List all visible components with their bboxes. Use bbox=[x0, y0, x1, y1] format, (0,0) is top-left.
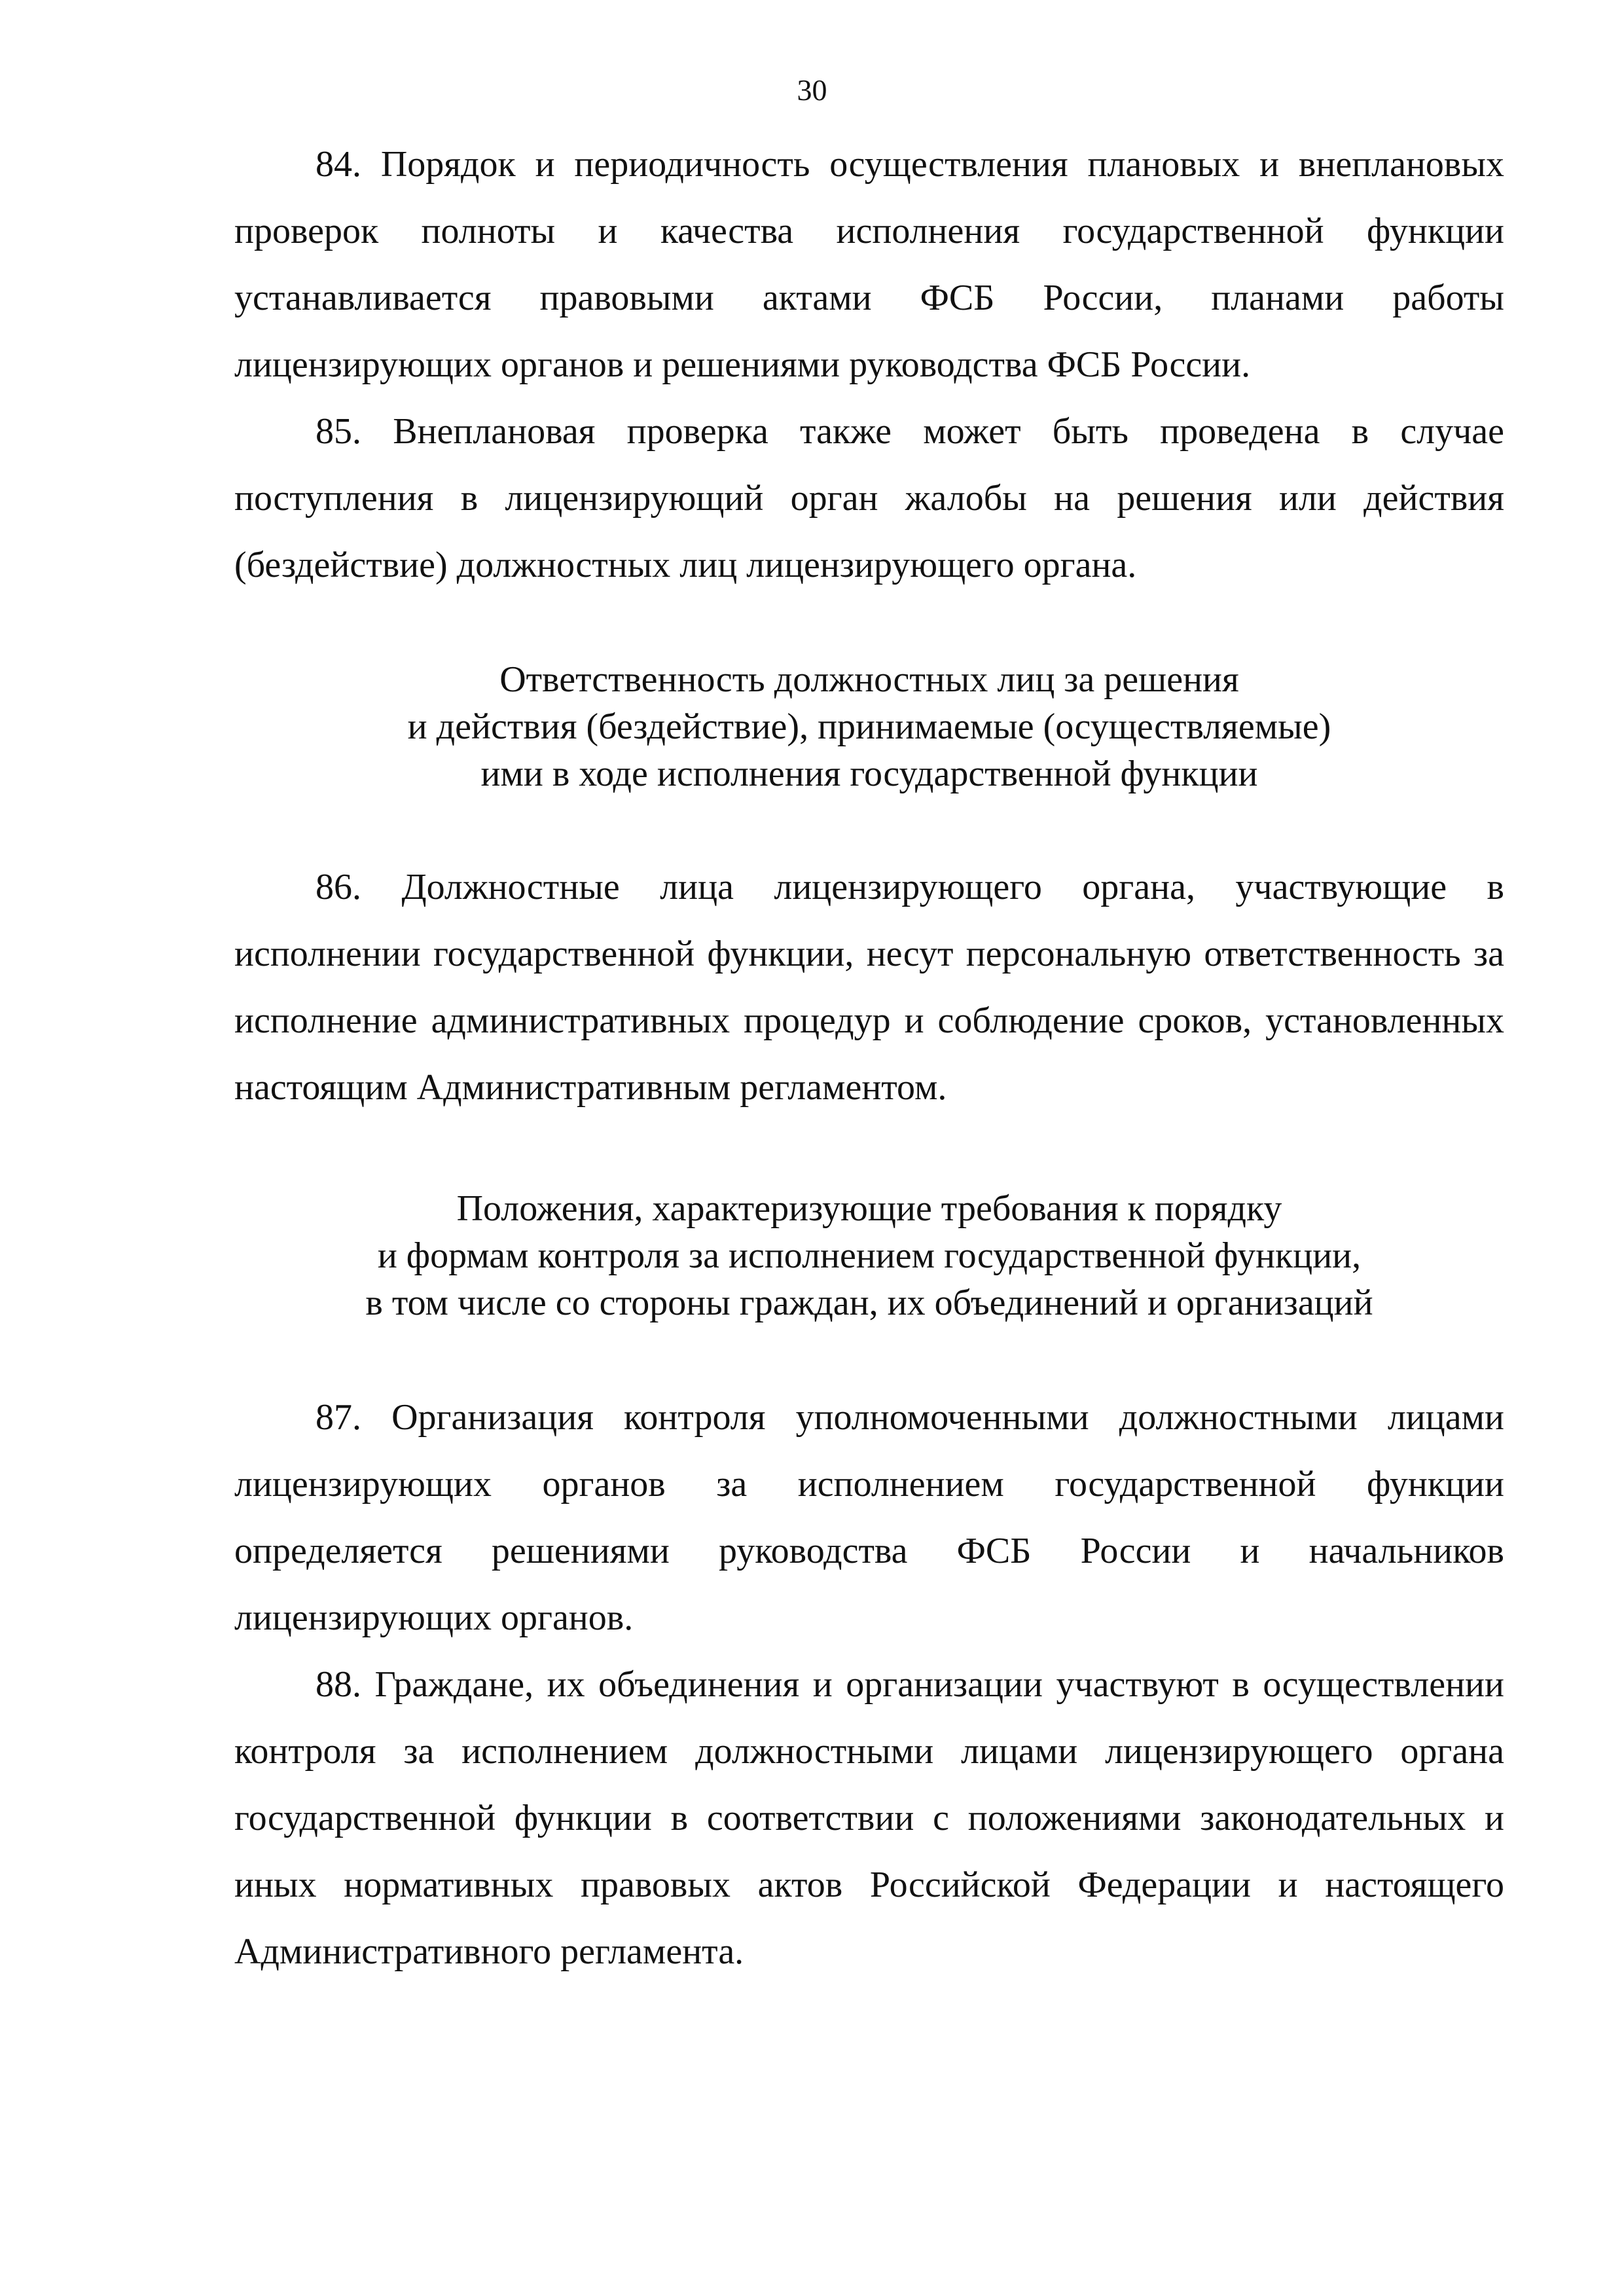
heading-line: Ответственность должностных лиц за решения bbox=[499, 659, 1239, 700]
heading-line: и формам контроля за исполнением государственной функции, bbox=[377, 1235, 1362, 1276]
heading-line: ими в ходе исполнения государственной функции bbox=[480, 754, 1258, 794]
paragraph-84: 84. Порядок и периодичность осуществления плановых и внеплановых проверок полноты и качества исполнения государственной функции устанавливается правовыми актами ФСБ России, планами работы лицензирующих органов и решениями руководства ФСБ России. bbox=[234, 144, 1504, 385]
document-body bbox=[234, 131, 1504, 1985]
paragraph-86: 86. Должностные лица лицензирующего органа, участвующие в исполнении государственной функции, несут персональную ответственность за исполнение административных процедур и соблюдение сроков, установленных настоящим Административным регламентом. bbox=[234, 867, 1504, 1108]
section-heading-control bbox=[234, 1185, 1504, 1326]
paragraph-85: 85. Внеплановая проверка также может быть проведена в случае поступления в лицензирующий орган жалобы на решения или действия (бездействие) должностных лиц лицензирующего органа. bbox=[234, 411, 1504, 585]
paragraph-87: 87. Организация контроля уполномоченными должностными лицами лицензирующих органов за исполнением государственной функции определяется решениями руководства ФСБ России и начальников лицензирующих органов. bbox=[234, 1397, 1504, 1638]
section-heading-responsibility bbox=[234, 656, 1504, 797]
heading-line: Положения, характеризующие требования к порядку bbox=[456, 1188, 1282, 1229]
heading-line: в том числе со стороны граждан, их объединений и организаций bbox=[365, 1283, 1373, 1323]
page-number: 30 bbox=[797, 73, 827, 107]
heading-line: и действия (бездействие), принимаемые (осуществляемые) bbox=[407, 706, 1331, 747]
paragraph-88: 88. Граждане, их объединения и организации участвуют в осуществлении контроля за исполнением должностными лицами лицензирующего органа государственной функции в соответствии с положениями законодательных и иных нормативных правовых актов Российской Федерации и настоящего Административного регламента. bbox=[234, 1664, 1504, 1972]
